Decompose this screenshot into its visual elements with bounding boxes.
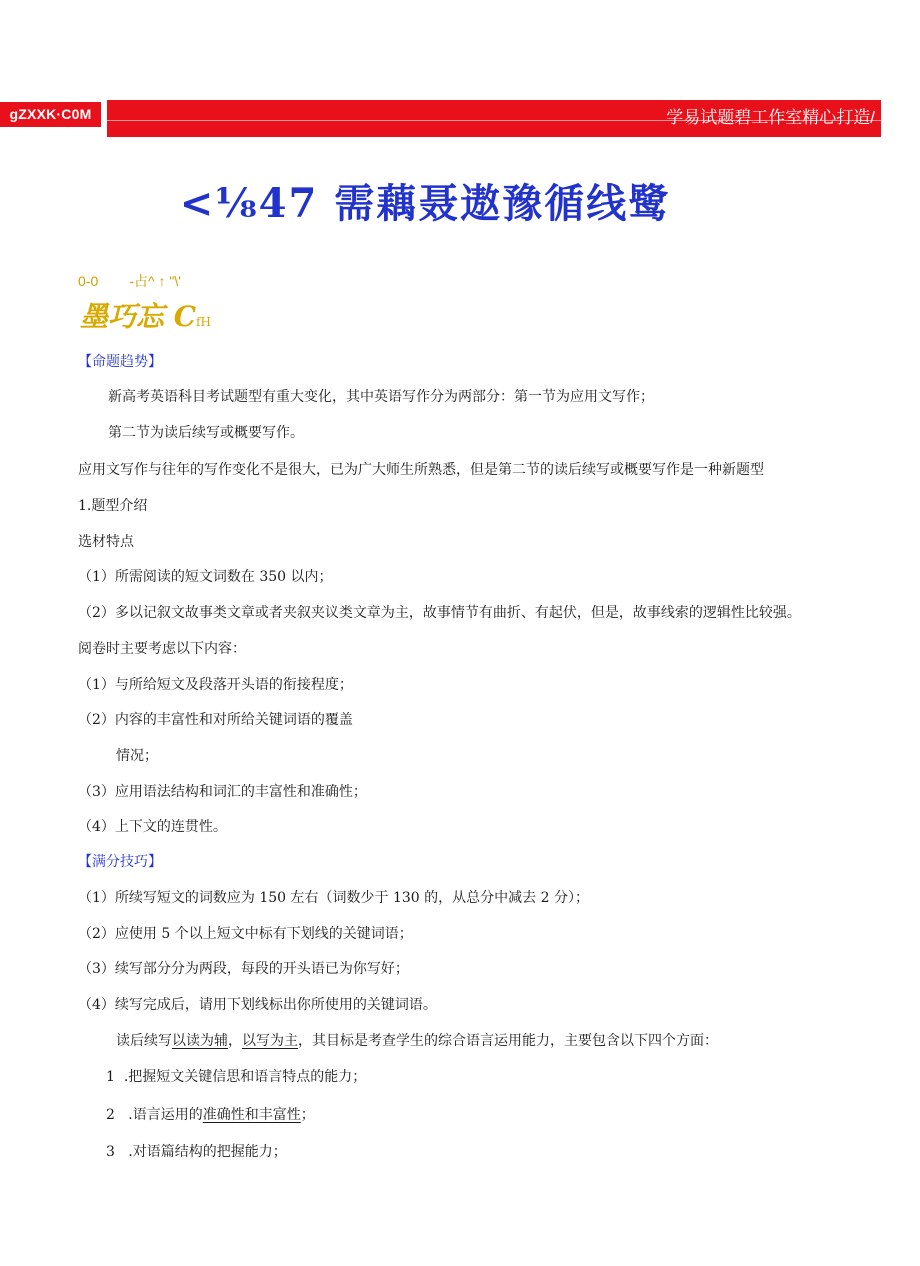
tips-heading: 【满分技巧】: [78, 854, 162, 870]
grading-item: （4）上下文的连贯性。: [78, 819, 227, 835]
ability-number: 1: [106, 1069, 115, 1085]
ability-text: .语言运用的: [128, 1107, 203, 1123]
goal-text: ，: [228, 1033, 242, 1049]
section-title-text: 墨巧忘 C: [80, 300, 197, 333]
goal-paragraph: [116, 1030, 718, 1052]
intro-heading: 1.题型介绍: [78, 498, 148, 514]
trend-paragraph-2: 第二节为读后续写或概要写作。: [108, 425, 304, 441]
trend-heading: 【命题趋势】: [78, 354, 162, 370]
ability-text: .对语篇结构的把握能力；: [128, 1144, 287, 1160]
goal-underlined: 以读为辅: [172, 1033, 228, 1049]
section-title-suffix: fH: [196, 315, 211, 329]
material-item: （2）多以记叙文故事类文章或者夹叙夹议类文章为主，故事情节有曲折、有起伏，但是，故事线索的逻辑性比较强。: [78, 605, 801, 621]
tips-item: （4）续写完成后，请用下划线标出你所使用的关键词语。: [78, 997, 437, 1013]
ability-item: [106, 1104, 315, 1126]
ability-text: .把握短文关键信思和语言特点的能力；: [123, 1069, 367, 1085]
trend-paragraph-3: 应用文写作与往年的写作变化不是很大，已为广大师生所熟悉，但是第二节的读后续写或概要写作是一种新题型: [78, 462, 764, 478]
material-heading: 选材特点: [78, 534, 134, 550]
goal-text: 读后续写: [116, 1033, 172, 1049]
page-title: <⅛47 需藕聂遨豫循线鹭: [179, 180, 671, 227]
tips-item: （2）应使用 5 个以上短文中标有下划线的关键词语；: [78, 926, 413, 942]
grading-item: （3）应用语法结构和词汇的丰富性和准确性；: [78, 784, 367, 800]
section-title: [80, 297, 211, 342]
ability-item: [106, 1141, 287, 1163]
goal-underlined: 以写为主: [242, 1033, 298, 1049]
ability-number: 2: [106, 1107, 115, 1123]
grading-item: 情况；: [116, 748, 158, 764]
grading-item: （2）内容的丰富性和对所给关键词语的覆盖: [78, 712, 353, 728]
ability-text: ；: [300, 1107, 315, 1123]
header-banner: [107, 100, 881, 137]
tips-item: （3）续写部分分为两段，每段的开头语已为你写好；: [78, 961, 409, 977]
site-logo: gZXXK·C0M: [0, 102, 101, 127]
ability-item: [106, 1066, 366, 1088]
ability-underlined: 准确性和丰富性: [202, 1107, 301, 1123]
grading-heading: 阅卷时主要考虑以下内容：: [78, 641, 246, 657]
goal-text: ，其目标是考查学生的综合语言运用能力，主要包含以下四个方面：: [298, 1033, 718, 1049]
grading-item: （1）与所给短文及段落开头语的衔接程度；: [78, 677, 353, 693]
ability-number: 3: [106, 1144, 115, 1160]
trend-paragraph-1: 新高考英语科目考试题型有重大变化，其中英语写作分为两部分：第一节为应用文写作；: [108, 389, 654, 405]
tips-item: （1）所续写短文的词数应为 150 左右（词数少于 130 的，从总分中减去 2 分）；: [78, 890, 589, 906]
material-item: （1）所需阅读的短文词数在 350 以内；: [78, 569, 333, 585]
section-number: 0-0 -占^ ↑ "\': [78, 273, 181, 289]
header-slogan: 学易试题碧工作室精心打造/: [666, 108, 875, 127]
